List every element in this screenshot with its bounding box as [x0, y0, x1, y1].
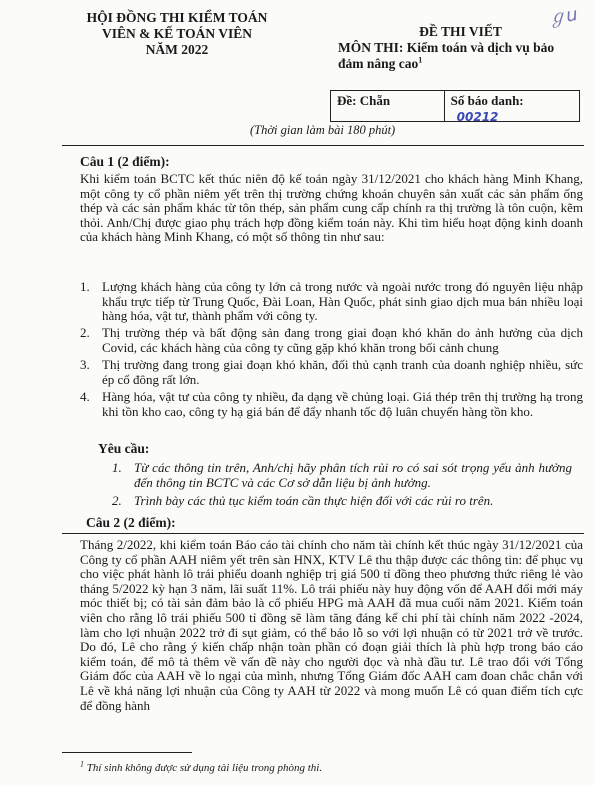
- handwritten-initials: ℊu: [546, 4, 579, 29]
- candidate-label: Số báo danh:: [450, 93, 524, 108]
- item-text: Thị trường thép và bất động sản đang trong giai đoạn khó khăn do ảnh hưởng của dịch Covid, các khách hàng của công ty cũng gặp khó khăn trong bối cảnh chung: [102, 325, 583, 355]
- requirements-heading: Yêu cầu:: [98, 441, 150, 456]
- candidate-number-cell: [445, 91, 579, 124]
- item-text: Hàng hóa, vật tư của công ty nhiều, đa dạng về chủng loại. Giá thép trên thị trường hạ trong khi tồn kho cao, công ty hạ giá bán để đẩy nhanh tốc độ luân chuyển hàng tồn kho.: [102, 389, 583, 419]
- footnote-text: Thí sinh không được sử dụng tài liệu trong phòng thi.: [86, 762, 323, 774]
- candidate-number: 00212: [456, 110, 499, 124]
- requirement-number: 1.: [112, 460, 122, 475]
- exam-title: ĐỀ THI VIẾT: [419, 24, 502, 39]
- subject-line: [338, 40, 583, 72]
- question-2-heading: Câu 2 (2 điểm):: [86, 515, 176, 530]
- subject-footnote-mark: 1: [418, 55, 423, 65]
- footnote-mark: 1: [80, 759, 84, 769]
- question-1-item-2: [80, 326, 583, 355]
- subject-label: MÔN THI:: [338, 40, 404, 55]
- footnote: [80, 759, 323, 774]
- subject-text: Kiểm toán và dịch vụ bảo đảm nâng cao: [338, 40, 555, 71]
- header-divider: [62, 145, 584, 146]
- footnote-divider: [62, 752, 192, 753]
- item-number: 3.: [80, 357, 90, 372]
- question-1-item-1: [80, 280, 583, 324]
- org-line-2: VIÊN & KẾ TOÁN VIÊN: [101, 26, 253, 41]
- exam-variant: Đề: Chẵn: [331, 91, 445, 121]
- item-text: Thị trường đang trong giai đoạn khó khăn, đối thủ cạnh tranh của doanh nghiệp nhiều, sức ép cổ đông rất lớn.: [102, 357, 583, 387]
- requirement-text: Từ các thông tin trên, Anh/chị hãy phân tích rủi ro có sai sót trọng yếu ảnh hưởng đến thông tin BCTC và các Cơ sở dẫn liệu bị ảnh hưởng.: [134, 460, 572, 490]
- question-1-intro: Khi kiểm toán BCTC kết thúc niên độ kế toán ngày 31/12/2021 cho khách hàng Minh Khang, một công ty cổ phần niêm yết trên thị trường chứng khoán chuyên sản xuất các sản phẩm ống thép và các sản phẩm khác từ tôn thép, sản phẩm cung cấp chính ra thị trường là tôn cuộn, kẽm thỏi. Anh/Chị được giao phụ trách hợp đồng kiểm toán này. Khi tìm hiểu hoạt động kinh doanh của khách hàng Minh Khang, có một số thông tin như sau:: [80, 171, 583, 245]
- question-1-item-3: [80, 358, 583, 387]
- item-number: 4.: [80, 389, 90, 404]
- question-2-divider: [62, 533, 584, 534]
- org-line-3: NĂM 2022: [145, 42, 209, 57]
- item-number: 2.: [80, 325, 90, 340]
- requirement-number: 2.: [112, 493, 122, 508]
- question-2-text: Tháng 2/2022, khi kiểm toán Báo cáo tài chính cho năm tài chính kết thúc ngày 31/12/2021 của Công ty cổ phần AAH niêm yết trên sàn HNX, KTV Lê thu thập được các thông tin: để phục vụ cho việc phát hành lô trái phiếu doanh nghiệp trị giá 500 tỉ đồng theo phương thức riêng lẻ vào tháng 5/2022 kỳ hạn 3 năm, lãi suất 11%. Lô trái phiếu này huy động vốn để AAH đổi mới máy móc thiết bị; có tài sản đảm bảo là cổ phiếu HPG mà AAH đã mua cuối năm 2021. Kiểm toán viên cho rằng lô trái phiếu 500 tỉ đồng sẽ làm tăng đáng kể chi phí tài chính năm 2022 -2024, làm cho lợi nhuận 2022 trở đi sụt giảm, có thể báo lỗ so với lợi nhuận có từ 2021 trở về trước. Do đó, Lê cho rằng ý kiến chấp nhận toàn phần có đoạn giải thích là phù hợp trong báo cáo kiểm toán, để mô tả thêm về vấn đề này cho người đọc và nhà đầu tư. Lê trao đổi với Tổng Giám đốc của AAH về lo ngại của mình, nhưng Tổng Giám đốc AAH cam đoan chắc chắn với Lê về khả năng lợi nhuận của Công ty AAH từ 2022 và mong muốn Lê có quan điểm tích cực để đồng hành: [80, 537, 583, 713]
- exam-council-header: [62, 10, 292, 58]
- question-1-heading: Câu 1 (2 điểm):: [80, 154, 170, 169]
- org-line-1: HỘI ĐỒNG THI KIỂM TOÁN: [86, 10, 268, 25]
- exam-id-box: [330, 90, 580, 122]
- item-text: Lượng khách hàng của công ty lớn cả trong nước và ngoài nước trong đó nguyên liệu nhập khẩu trực tiếp từ Trung Quốc, Đài Loan, Hàn Quốc, phát sinh giao dịch mua bán nhiều loại hàng hóa, vật tư, thành phẩm với công ty.: [102, 279, 583, 324]
- item-number: 1.: [80, 279, 90, 294]
- time-note: (Thời gian làm bài 180 phút): [250, 123, 396, 137]
- requirement-1: [112, 461, 572, 490]
- requirement-text: Trình bày các thủ tục kiểm toán cần thực hiện đối với các rủi ro trên.: [134, 493, 494, 508]
- exam-info-header: [338, 24, 583, 72]
- question-1-item-4: [80, 390, 583, 419]
- requirement-2: [112, 494, 572, 509]
